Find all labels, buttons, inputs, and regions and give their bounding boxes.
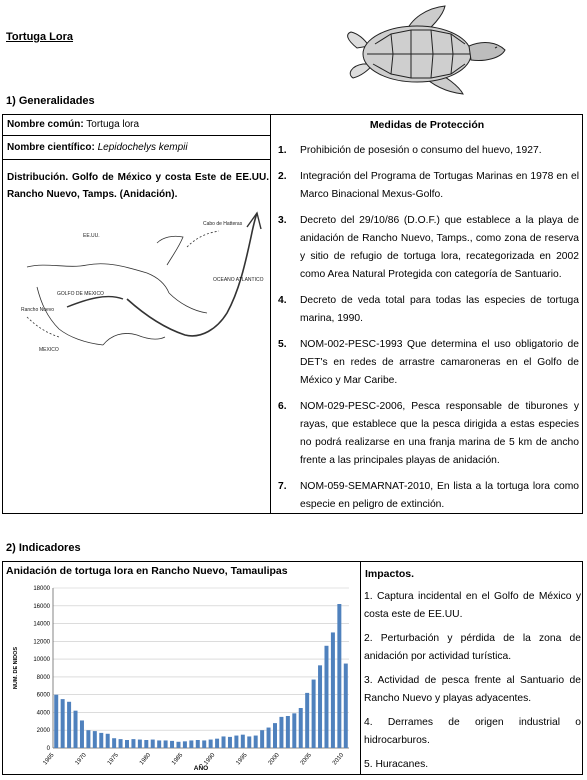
bar-2007 bbox=[318, 665, 322, 748]
bar-1970 bbox=[80, 720, 84, 748]
bar-2006 bbox=[312, 680, 316, 748]
indicadores-table bbox=[2, 561, 583, 775]
y-tick-label: 12000 bbox=[33, 639, 50, 646]
medida-text: NOM-029-PESC-2006, Pesca responsable de tiburones y rayas, que establece que la pesca dirigida a estas especies no podrá realizarse en una franja marina de 5 km de ancho frente a las principales playas de anidación. bbox=[300, 401, 579, 466]
bar-1983 bbox=[164, 740, 168, 748]
bar-1995 bbox=[241, 735, 245, 748]
medida-item bbox=[275, 142, 579, 160]
impactos-list bbox=[364, 588, 581, 780]
impacto-item: 2. Perturbación y pérdida de la zona de anidación por actividad turística. bbox=[364, 633, 581, 662]
bar-1988 bbox=[196, 740, 200, 748]
bar-1980 bbox=[144, 740, 148, 748]
bar-2008 bbox=[324, 646, 328, 748]
medida-item bbox=[275, 478, 579, 514]
medida-number: 5. bbox=[278, 339, 287, 350]
medidas-list bbox=[275, 142, 579, 522]
bar-2010 bbox=[337, 604, 341, 748]
medida-text: Decreto del 29/10/86 (D.O.F.) que establece a la playa de anidación de Rancho Nuevo, Tamps., como zona de reserva y sitio de refugio de tortuga lora, recategorizada en 2002 como Area Natural Protegida con categoría de Santuario. bbox=[300, 215, 579, 280]
x-tick-label: 1985 bbox=[171, 752, 185, 767]
x-tick-label: 1970 bbox=[74, 752, 88, 767]
medida-number: 3. bbox=[278, 215, 287, 226]
bar-1999 bbox=[267, 728, 271, 748]
impacto-item: 1. Captura incidental en el Golfo de México y costa este de EE.UU. bbox=[364, 591, 581, 620]
y-tick-label: 14000 bbox=[33, 621, 50, 628]
bar-1985 bbox=[176, 742, 180, 748]
bar-1994 bbox=[234, 736, 238, 748]
y-tick-label: 10000 bbox=[33, 657, 50, 664]
impacto-item: 4. Derrames de origen industrial o hidrocarburos. bbox=[364, 717, 581, 746]
bar-1991 bbox=[215, 739, 219, 748]
nesting-bar-chart bbox=[5, 580, 355, 774]
turtle-illustration bbox=[345, 4, 515, 96]
bar-1979 bbox=[138, 740, 142, 748]
generalidades-table bbox=[2, 114, 583, 514]
bar-2001 bbox=[279, 717, 283, 748]
medida-item bbox=[275, 336, 579, 390]
x-tick-label: 1995 bbox=[235, 752, 249, 767]
distribution-map bbox=[7, 207, 269, 357]
bar-1993 bbox=[228, 737, 232, 748]
y-tick-label: 16000 bbox=[33, 603, 50, 610]
bar-1986 bbox=[183, 741, 187, 748]
x-tick-label: 2000 bbox=[267, 752, 281, 767]
section-indicadores: 2) Indicadores bbox=[6, 542, 81, 554]
medida-text: NOM-002-PESC-1993 Que determina el uso obligatorio de DET's en redes de arrastre camaroneras en el Golfo de México y Mar Caribe. bbox=[300, 339, 579, 386]
impacto-item: 3. Actividad de pesca frente al Santuario de Rancho Nuevo y playas adyacentes. bbox=[364, 675, 581, 704]
x-tick-label: 2010 bbox=[331, 752, 346, 767]
nombre-cientifico: Nombre científico: Lepidochelys kempii bbox=[7, 142, 188, 153]
bar-1974 bbox=[106, 734, 110, 748]
bar-1972 bbox=[93, 731, 97, 748]
medidas-title: Medidas de Protección bbox=[369, 119, 485, 131]
x-tick-label: 2005 bbox=[299, 752, 313, 767]
bar-2004 bbox=[299, 708, 303, 748]
section-generalidades: 1) Generalidades bbox=[6, 95, 95, 107]
nombre-comun: Nombre común: Tortuga lora bbox=[7, 119, 140, 130]
x-tick-label: 1975 bbox=[106, 752, 120, 767]
y-tick-label: 6000 bbox=[36, 692, 50, 699]
bar-2000 bbox=[273, 723, 277, 748]
map-label-eeuu: EE.UU. bbox=[83, 233, 100, 239]
y-tick-label: 0 bbox=[46, 746, 50, 752]
page-title: Tortuga Lora bbox=[6, 31, 74, 43]
bar-1998 bbox=[260, 730, 264, 748]
bar-1990 bbox=[209, 740, 213, 748]
chart-title: Anidación de tortuga lora en Rancho Nuevo, Tamaulipas bbox=[6, 565, 288, 577]
map-label-hatteras: Cabo de Hatteras bbox=[203, 221, 243, 227]
map-label-golfo: GOLFO DE MEXICO bbox=[57, 291, 104, 297]
bar-1969 bbox=[74, 711, 78, 748]
bar-1981 bbox=[151, 740, 155, 748]
distribucion-text: Distribución. Golfo de México y costa Este de EE.UU. Rancho Nuevo, Tamps. (Anidación). bbox=[7, 172, 269, 200]
bar-1987 bbox=[189, 740, 193, 748]
bar-1967 bbox=[61, 699, 65, 748]
impactos-title: Impactos. bbox=[365, 568, 415, 580]
map-label-rancho-nuevo: Rancho Nuevo bbox=[21, 307, 55, 313]
medida-number: 6. bbox=[278, 401, 287, 412]
y-axis-label: NUM. DE NIDOS bbox=[13, 646, 19, 690]
bar-1992 bbox=[222, 736, 226, 748]
medida-text: Integración del Programa de Tortugas Marinas en 1978 en el Marco Binacional Mexus-Golfo. bbox=[300, 171, 579, 200]
medida-number: 4. bbox=[278, 295, 287, 306]
bar-2002 bbox=[286, 716, 290, 748]
medida-text: Prohibición de posesión o consumo del huevo, 1927. bbox=[300, 145, 542, 156]
medida-number: 7. bbox=[278, 481, 287, 492]
impacto-item: 5. Huracanes. bbox=[364, 759, 429, 770]
bar-1973 bbox=[99, 733, 103, 748]
medida-item bbox=[275, 398, 579, 470]
bar-1978 bbox=[131, 739, 135, 748]
x-tick-label: 1990 bbox=[203, 752, 217, 767]
x-tick-label: 1965 bbox=[42, 752, 56, 767]
medida-text: NOM-059-SEMARNAT-2010, En lista a la tortuga lora como especie en peligro de extinción. bbox=[300, 481, 579, 510]
medida-text: Decreto de veda total para todas las especies de tortuga marina, 1990. bbox=[300, 295, 579, 324]
bar-1971 bbox=[86, 730, 90, 748]
bar-1966 bbox=[54, 695, 58, 748]
medida-number: 2. bbox=[278, 171, 287, 182]
bar-1975 bbox=[112, 738, 116, 748]
x-axis-label: AÑO bbox=[193, 765, 209, 772]
y-tick-label: 4000 bbox=[36, 710, 50, 717]
x-tick-label: 1980 bbox=[138, 752, 153, 767]
bar-2011 bbox=[344, 664, 348, 748]
medida-item bbox=[275, 168, 579, 204]
y-tick-label: 8000 bbox=[36, 674, 50, 681]
bar-2003 bbox=[292, 713, 296, 748]
bar-1989 bbox=[202, 740, 206, 748]
bar-1976 bbox=[119, 739, 123, 748]
map-label-mexico: MEXICO bbox=[39, 347, 59, 353]
bar-1982 bbox=[157, 740, 161, 748]
bar-1968 bbox=[67, 702, 71, 748]
bar-2005 bbox=[305, 693, 309, 748]
medida-number: 1. bbox=[278, 145, 287, 156]
map-label-atlantico: OCEANO ATLANTICO bbox=[213, 277, 264, 283]
bar-1997 bbox=[254, 736, 258, 748]
medida-item bbox=[275, 292, 579, 328]
bar-1984 bbox=[170, 741, 174, 748]
bar-1977 bbox=[125, 740, 129, 748]
bar-2009 bbox=[331, 632, 335, 748]
y-tick-label: 18000 bbox=[33, 586, 50, 592]
medida-item bbox=[275, 212, 579, 284]
y-tick-label: 2000 bbox=[36, 728, 50, 735]
bar-1996 bbox=[247, 736, 251, 748]
